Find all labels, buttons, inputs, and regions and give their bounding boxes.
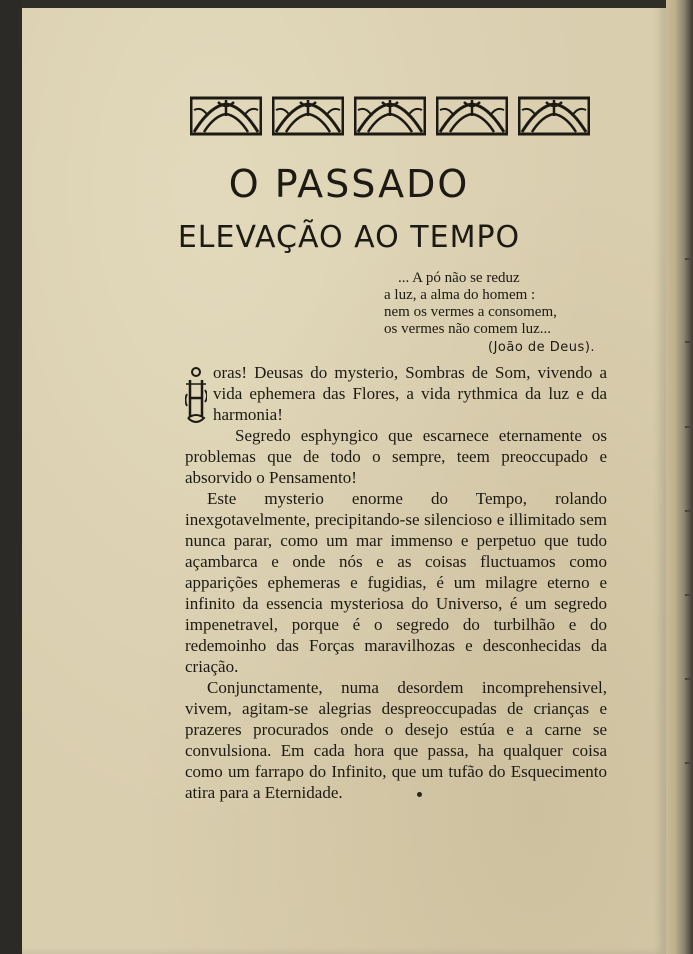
edge-mark: [685, 341, 693, 343]
edge-mark: [685, 510, 693, 512]
edge-mark: [685, 678, 693, 680]
edge-mark: [685, 426, 693, 428]
page-subtitle: ELEVAÇÃO AO TEMPO: [177, 220, 521, 255]
epigraph-attribution: (João de Deus).: [488, 340, 596, 355]
body-paragraph: Segredo esphyngico que escarnece eternamente os problemas que de todo o sempre, teem preoccupado e absorvido o Pensamento!: [185, 426, 607, 487]
epigraph: [384, 270, 604, 338]
edge-mark: [685, 762, 693, 764]
ornament-tile-icon: [272, 96, 344, 136]
ornament-tile-icon: [518, 96, 590, 136]
ornament-tile-icon: [436, 96, 508, 136]
epigraph-line: nem os vermes a consomem,: [384, 304, 557, 320]
ornament-tile-icon: [190, 96, 262, 136]
edge-mark: [685, 594, 693, 596]
page-dot-mark: [417, 792, 422, 797]
page-title: O PASSADO: [228, 162, 470, 206]
ornament-tile-icon: [354, 96, 426, 136]
body-paragraph: Este mysterio enorme do Tempo, rolando inexgotavelmente, precipitando-se silencioso e illimitado sem nunca parar, como um mar immenso e perpetuo que tudo açambarca e onde nós e as coisas fluctuamos como apparições ephemeras e fugidias, é um milagre eterno e infinito da essencia mysteriosa do Universo, é um segredo impenetravel, porque é o segredo do turbilhão e do redemoinho das Forças maravilhozas e desconhecidas da criação.: [185, 489, 607, 676]
epigraph-line: a luz, a alma do homem :: [384, 287, 536, 303]
edge-mark: [685, 258, 693, 260]
epigraph-line: os vermes não comem luz...: [384, 321, 552, 337]
page-top-shadow: [22, 0, 666, 8]
body-text: [185, 362, 607, 803]
body-paragraph: Conjunctamente, numa desordem incomprehensivel, vivem, agitam-se alegrias despreoccupadas de crianças e prazeres procurados onde o desejo estúa e a carne se convulsiona. Em cada hora que passa, ha qualquer coisa como um farrapo do Infinito, que um tufão do Esquecimento atira para a Eternidade.: [185, 678, 607, 802]
art-nouveau-header-ornament: [190, 96, 590, 136]
epigraph-line: ... A pó não se reduz: [398, 270, 520, 286]
book-spine-edge: [663, 0, 693, 954]
book-page: [22, 0, 666, 954]
body-paragraph: oras! Deusas do mysterio, Sombras de Som, vivendo a vida ephemera das Flores, a vida rythmica da luz e da harmonia!: [213, 363, 607, 424]
drop-cap-h-icon: [185, 366, 207, 428]
